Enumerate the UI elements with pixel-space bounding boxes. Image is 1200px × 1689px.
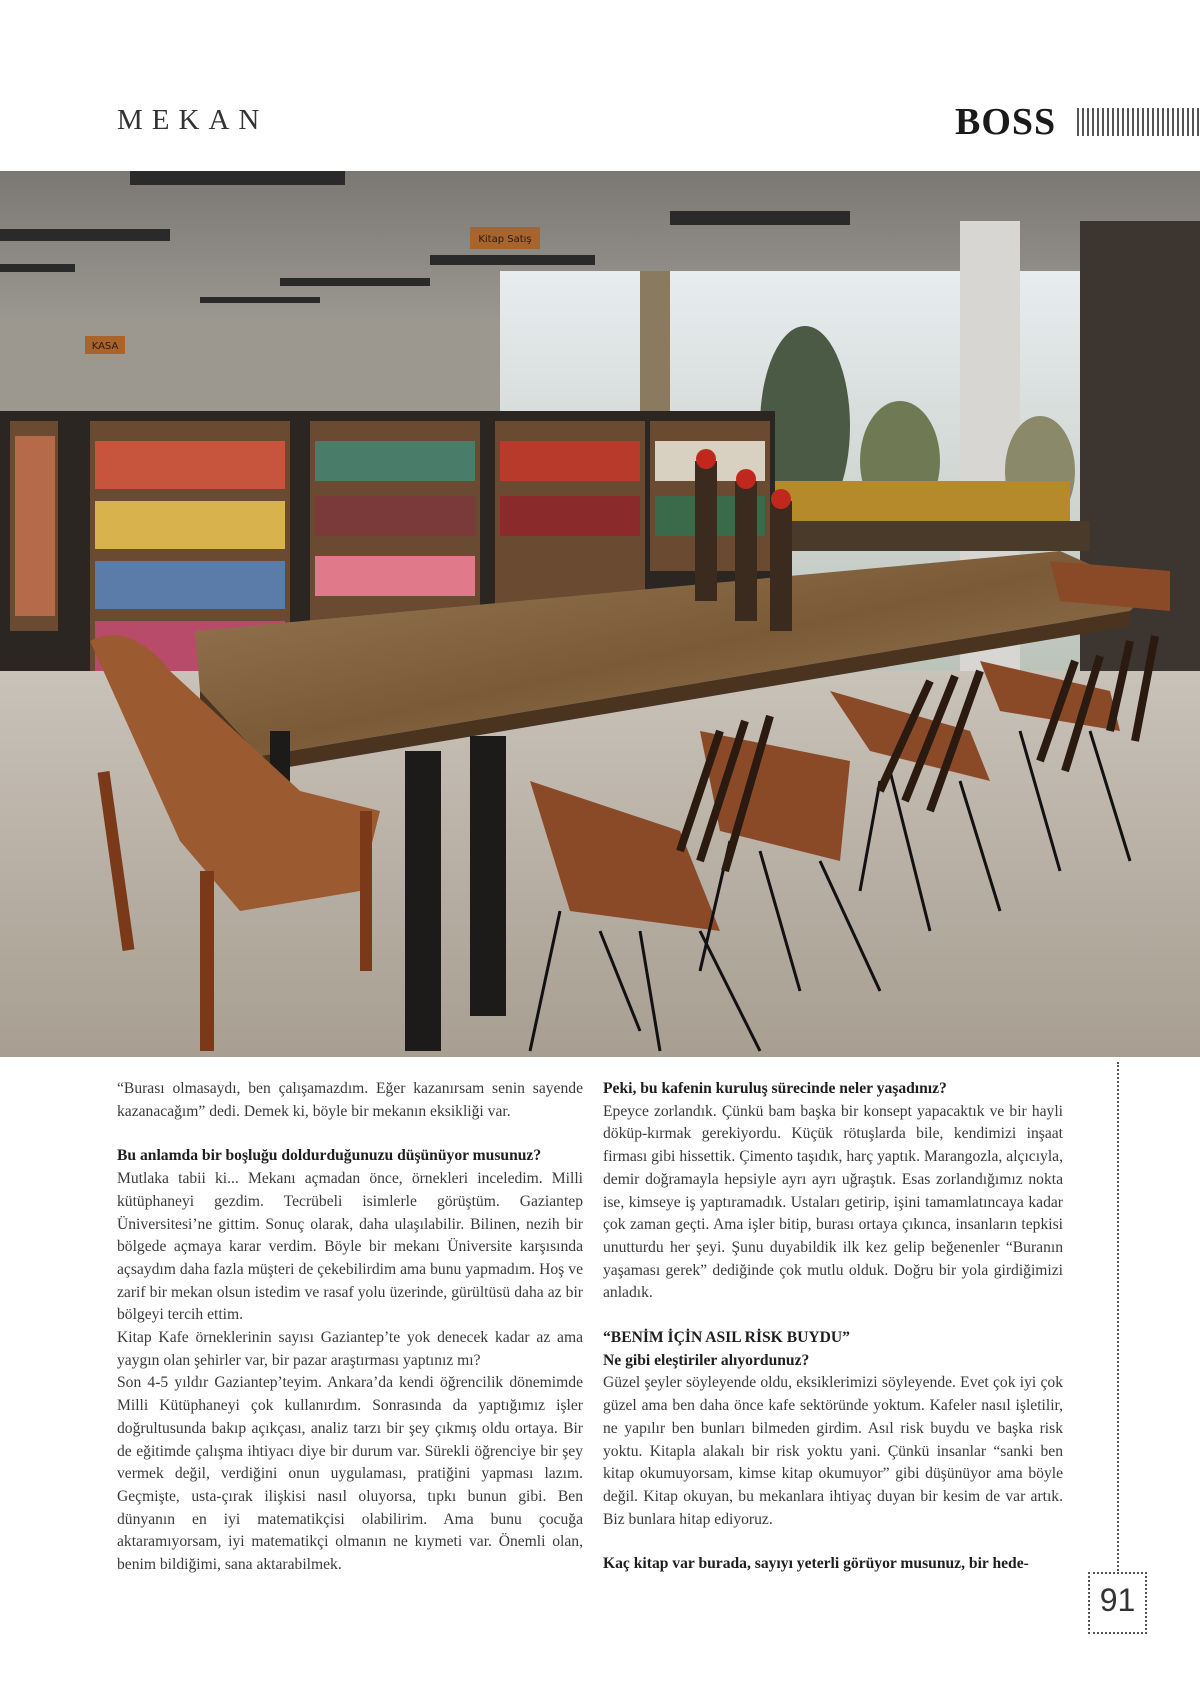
section-label: MEKAN — [117, 104, 269, 136]
sign-kasa: KASA — [91, 341, 119, 352]
page-number: 91 — [1099, 1582, 1136, 1618]
left-text-column — [117, 1078, 583, 1577]
section-subheading: “BENİM İÇİN ASIL RİSK BUYDU” — [603, 1329, 850, 1347]
paragraph: Epeyce zorlandık. Çünkü bam başka bir konsept yapacaktık ve bir hayli döküp-kırmak gerekiyordu. Küçük rötuşlarda bile, kendimizi inşaat firması gibi hissettik. Çimento taşıdık, harç yaptık. Marangozla, alçıcıyla, demir doğramayla hepsiyle ayrı ayrı uğraştık. Esas zorlandığımız nokta ise, kimseye iş yaptıramadık. Ustaları getirip, işini tamamlatıncaya kadar çok zaman geçti. Ama işler bitip, burası ortaya çıkınca, insanların tepkisi unutturdu her şeyi. Şunu duyabildik ilk kez gelip beğenenler “Buranın yaşaması gerek” dediğinde çok mutlu olduk. Doğru bir yola girdiğimizi anladık. — [603, 1102, 1063, 1302]
magazine-logo: BOSS — [955, 101, 1057, 143]
paragraph: “Burası olmasaydı, ben çalışamazdım. Eğer kazanırsam senin sayende kazanacağım” dedi. Demek ki, böyle bir mekanın eksikliği var. — [117, 1080, 583, 1120]
cafe-interior-photo — [0, 171, 1200, 1057]
paragraph: Son 4-5 yıldır Gaziantep’teyim. Ankara’da kendi öğrencilik dönemimde Milli Kütüphaneyi çok kullanırdım. Sonrasında da yaptığımız işler doğrultusunda bakıp açıkçası, analiz tarzı bir şey çıkmış oldu ortaya. Bir de eğitimde çalışma ihtiyacı diye bir durum var. Sürekli öğrenciye bir şey vermek değil, verdiğini onun uygulaması, pratiğini yapması lazım. Geçmişte, usta-çırak ilişkisi nasıl oluyorsa, tıpkı bunun gibi. Ben dünyanın en iyi matematikçisi olabilirim. Ama bunu çocuğa aktaramıyorsam, iyi matematikçi olmanın ne kıymeti var. Önemli olan, benim bildiğimi, sana aktarabilmek. — [117, 1374, 583, 1574]
paragraph-gap — [603, 1531, 1063, 1553]
paragraph: Mutlaka tabii ki... Mekanı açmadan önce, örnekleri inceledim. Milli kütüphaneyi gezdim. Tecrübeli isimlerle görüştüm. Gaziantep Üniversitesi’ne gittim. Sonuç olarak, daha ulaşılabilir. Bilinen, nezih bir bölgede açmaya karar verdim. Böyle bir mekanı Üniversite karşısında açsaydım daha fazla müşteri de çekebilirdim ama bunu yapmadım. Hoş ve zarif bir mekan olsun istedim ve rasaf yolu üzerinde, gürültüsü daha az bir bölgeyi tercih ettim. — [117, 1170, 583, 1324]
paragraph-gap — [117, 1123, 583, 1145]
paragraph: Güzel şeyler söyleyende oldu, eksiklerimizi söyleyende. Evet çok iyi çok güzel ama ben daha önce kafe sektöründe yoktum. Kafeler nasıl işletilir, ne yapılır ben bunları bilmeden girdim. Asıl risk buydu ve başka risk yoktu. Kitapla alakalı bir risk yoktu yani. Çünkü insanlar “sanki ben kitap okumuyorsam, kimse kitap okumuyor” gibi düşünüyor ama böyle değil. Kitap okuyan, bu mekanlara ihtiyaç duyan bir kesim de var artık. Biz bunlara hitap ediyoruz. — [603, 1374, 1063, 1528]
interview-question: Kaç kitap var burada, sayıyı yeterli görüyor musunuz, bir hede- — [603, 1555, 1029, 1573]
interview-question: Bu anlamda bir boşluğu doldurduğunuzu düşünüyor musunuz? — [117, 1147, 542, 1165]
interview-question: Ne gibi eleştiriler alıyordunuz? — [603, 1351, 810, 1369]
dotted-divider — [1117, 1062, 1119, 1574]
right-text-column — [603, 1078, 1063, 1576]
paragraph-gap — [603, 1305, 1063, 1327]
paragraph: Kitap Kafe örneklerinin sayısı Gaziantep’te yok denecek kadar az ama yaygın olan şehirler var, bir pazar araştırması yaptınız mı? — [117, 1329, 583, 1369]
interview-question: Peki, bu kafenin kuruluş sürecinde neler yaşadınız? — [603, 1080, 947, 1097]
logo-barcode-decoration — [1077, 108, 1200, 136]
sign-kitap-satis: Kitap Satış — [478, 234, 532, 245]
